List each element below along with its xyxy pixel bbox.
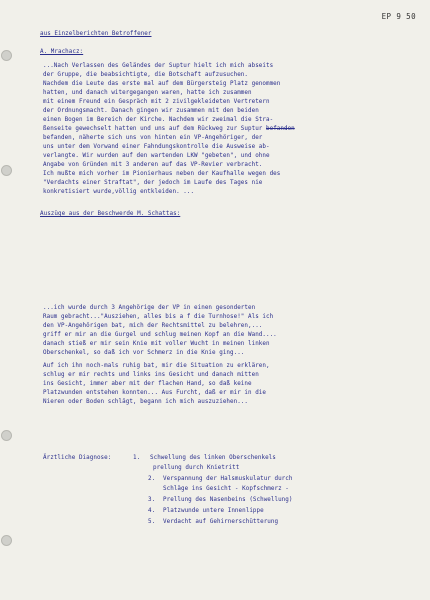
section2-line: schlug er mir rechts und links ins Gesicht und danach mitten [43, 372, 259, 378]
section1-line: Angabe von Gründen mit 3 anderen auf das VP-Revier verbracht. [43, 162, 263, 168]
section1-line: "Verdachts einer Straftat", der jedoch im Laufe des Tages nie [43, 180, 263, 186]
diagnosis-label: Ärztliche Diagnose: [43, 455, 112, 461]
section2-line: danach stieß er mir sein Knie mit voller Wucht in meinen linken [43, 341, 270, 347]
diagnosis-line: Prellung des Nasenbeins (Schwellung) [163, 497, 293, 503]
diagnosis-line: Platzwunde untere Innenlippe [163, 508, 264, 514]
section2-line: Platzwunden entstehen konnten... Aus Furcht, daß er mir in die [43, 390, 266, 396]
diagnosis-line: Verdacht auf Gehirnerschütterung [163, 519, 279, 525]
diagnosis-line: Schläge ins Gesicht - Kopfschmerz - [163, 486, 289, 492]
section2-line: Oberschenkel, so daß ich vor Schmerz in die Knie ging... [43, 350, 245, 356]
section1-line: Nachdem die Leute das erste mal auf dem Bürgersteig Platz genommen [43, 81, 281, 87]
section2-line: Auf ich ihn noch-mals ruhig bat, mir die Situation zu erklären, [43, 363, 270, 369]
section1-line: der Gruppe, die beabsichtigte, die Botschaft aufzusuchen. [43, 72, 248, 78]
diagnosis-line: Verspannung der Halsmuskulatur durch [163, 476, 293, 482]
section2-line: ...ich wurde durch 3 Angehörige der VP in einen gesonderten [43, 305, 256, 311]
section1-heading: aus Einzelberichten Betroffener [40, 31, 152, 37]
diagnosis-number: 3. [148, 497, 156, 503]
section1-line: uns unter dem Vorwand einer Fahndungskontrolle die Ausweise ab- [43, 144, 270, 150]
section2-line: griff er mir an die Gurgel und schlug meinen Kopf an die Wand.... [43, 332, 277, 338]
section1-line: ...Nach Verlassen des Geländes der Suptur hielt ich mich abseits [43, 63, 274, 69]
section1-line: verlangte. Wir wurden auf den wartenden LKW "gebeten", und ohne [43, 153, 270, 159]
section1-line: der Ordnungsmacht. Danach gingen wir zusammen mit den beiden [43, 108, 259, 114]
diagnosis-number: 5. [148, 519, 156, 525]
diagnosis-number: 1. [133, 455, 141, 461]
section1-line: konkretisiert wurde,völlig entkleiden. ... [43, 189, 195, 195]
section2-line: den VP-Angehörigen bat, mich der Rechtsmittel zu belehren,... [43, 323, 263, 329]
section1-line: mit einem Freund ein Gespräch mit 2 zivilgekleideten Vertretern [43, 99, 270, 105]
punch-hole [1, 430, 12, 441]
section1-line: einen Bogen im Bereich der Kirche. Nachdem wir zweimal die Stra- [43, 117, 274, 123]
section2-line: Nieren oder Boden schlägt, begann ich mich auszuziehen... [43, 399, 248, 405]
section2-heading: Auszüge aus der Beschwerde M. Schattas: [40, 211, 181, 217]
punch-hole [1, 535, 12, 546]
section1-line: befanden, näherte sich uns von hinten ein VP-Angehöriger, der [43, 135, 263, 141]
document-reference: EP 9 50 [381, 12, 416, 21]
diagnosis-line: Schwellung des linken Oberschenkels [150, 455, 276, 461]
section1-line: hatten, und danach witergegangen waren, hatte ich zusammen [43, 90, 252, 96]
section2-line: ins Gesicht, immer aber mit der flachen Hand, so daß keine [43, 381, 252, 387]
diagnosis-number: 2. [148, 476, 156, 482]
section2-line: Raum gebracht..."Ausziehen, alles bis a f die Turnhose!" Als ich [43, 314, 274, 320]
section1-line: ßenseite gewechselt hatten und uns auf dem Rückweg zur Suptur befanden [43, 126, 295, 132]
section1-line: Ich mußte mich vorher im Pionierhaus neben der Kaufhalle wegen des [43, 171, 281, 177]
punch-hole [1, 165, 12, 176]
punch-hole [1, 50, 12, 61]
diagnosis-line: prellung durch Knietritt [153, 465, 240, 471]
struck-word: befanden [266, 126, 295, 132]
diagnosis-number: 4. [148, 508, 156, 514]
section1-name: A. Mrachacz: [40, 49, 84, 55]
